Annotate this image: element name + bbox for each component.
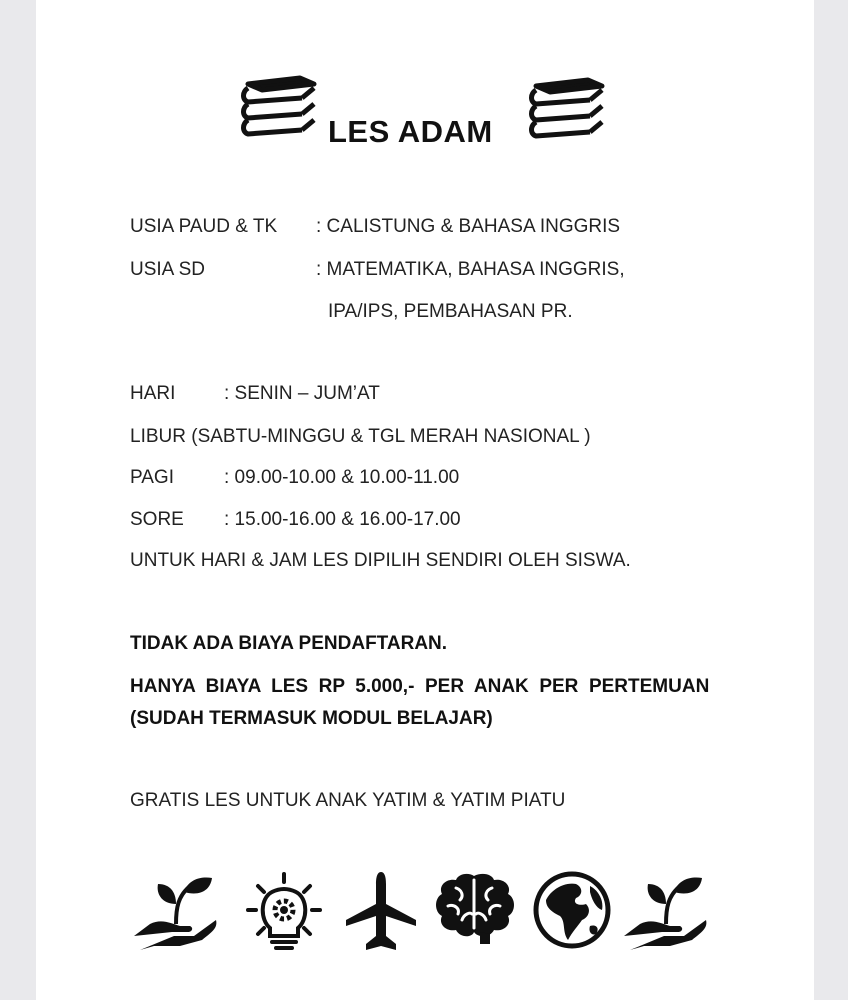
free-note: GRATIS LES UNTUK ANAK YATIM & YATIM PIATU <box>130 790 566 811</box>
program-value-sd: : MATEMATIKA, BAHASA INGGRIS, <box>316 259 625 280</box>
books-icon <box>240 74 320 138</box>
flyer-page <box>36 0 814 1000</box>
registration-note: TIDAK ADA BIAYA PENDAFTARAN. <box>130 633 448 654</box>
days-value: : SENIN – JUM’AT <box>224 383 380 404</box>
icon-row <box>36 870 814 960</box>
globe-icon <box>532 870 612 950</box>
flyer-header <box>36 70 814 160</box>
lightbulb-gear-icon <box>244 870 324 954</box>
program-value-sd-continued: IPA/IPS, PEMBAHASAN PR. <box>328 301 573 322</box>
days-label: HARI <box>130 383 176 404</box>
afternoon-label: SORE <box>130 509 184 530</box>
program-label-paud: USIA PAUD & TK <box>130 216 278 237</box>
page-title: LES ADAM <box>328 114 493 149</box>
books-icon <box>528 76 608 140</box>
airplane-icon <box>344 870 418 954</box>
plant-hand-icon <box>132 870 218 950</box>
morning-value: : 09.00-10.00 & 10.00-11.00 <box>224 467 460 488</box>
morning-label: PAGI <box>130 467 174 488</box>
plant-hand-icon <box>622 870 708 950</box>
holiday-text: LIBUR (SABTU-MINGGU & TGL MERAH NASIONAL ) <box>130 426 591 447</box>
program-value-paud: : CALISTUNG & BAHASA INGGRIS <box>316 216 621 237</box>
fee-line-note: (SUDAH TERMASUK MODUL BELAJAR) <box>130 708 493 729</box>
schedule-note: UNTUK HARI & JAM LES DIPILIH SENDIRI OLEH SISWA. <box>130 550 631 571</box>
brain-icon <box>434 870 516 946</box>
afternoon-value: : 15.00-16.00 & 16.00-17.00 <box>224 509 461 530</box>
program-label-sd: USIA SD <box>130 259 205 280</box>
fee-line: HANYA BIAYA LES RP 5.000,- PER ANAK PER PERTEMUAN <box>130 676 710 697</box>
